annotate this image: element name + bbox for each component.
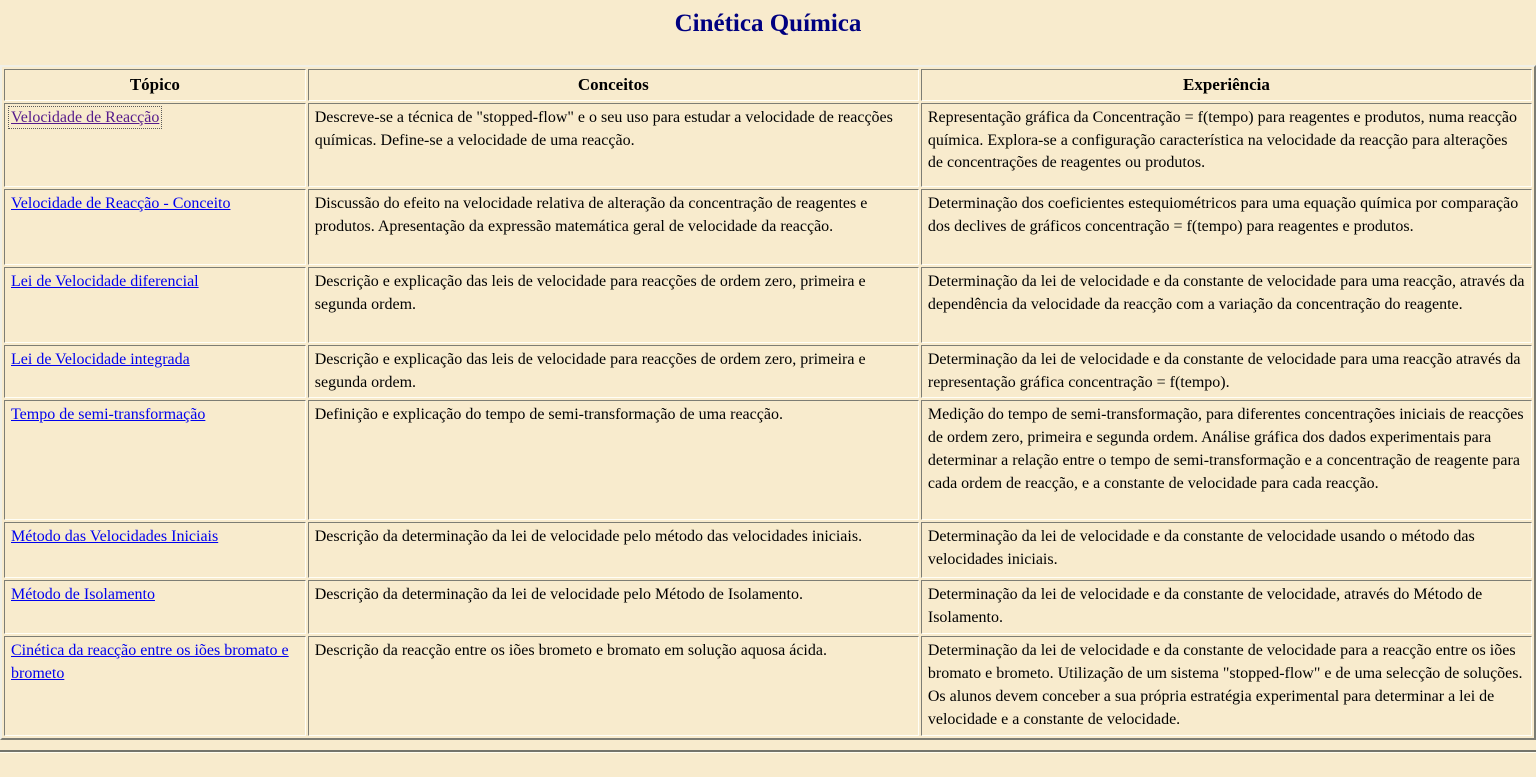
table-row bbox=[4, 522, 1532, 578]
experiencia-cell: Determinação da lei de velocidade e da constante de velocidade para a reacção entre os iões bromato e brometo. Utilização de um sistema "stopped-flow" e de uma selecção de soluções. Os alunos devem conceber a sua própria estratégia experimental para determinar a lei de velocidade e a constante de velocidade. bbox=[921, 636, 1532, 736]
experiencia-cell: Determinação da lei de velocidade e da constante de velocidade para uma reacção através da representação gráfica concentração = f(tempo). bbox=[921, 345, 1532, 398]
table-row bbox=[4, 580, 1532, 634]
topic-link[interactable]: Velocidade de Reacção bbox=[11, 109, 160, 126]
topic-link[interactable]: Método de Isolamento bbox=[11, 586, 155, 604]
conceitos-cell: Descrição e explicação das leis de velocidade para reacções de ordem zero, primeira e segunda ordem. bbox=[308, 345, 919, 398]
header-experiencia: Experiência bbox=[921, 69, 1532, 101]
conceitos-cell: Definição e explicação do tempo de semi-transformação de uma reacção. bbox=[308, 400, 919, 520]
experiencia-cell: Determinação da lei de velocidade e da constante de velocidade usando o método das velocidades iniciais. bbox=[921, 522, 1532, 578]
topic-link[interactable]: Lei de Velocidade integrada bbox=[11, 351, 190, 368]
conceitos-cell: Descrição da determinação da lei de velocidade pelo método das velocidades iniciais. bbox=[308, 522, 919, 578]
topic-cell bbox=[4, 189, 306, 265]
topic-cell bbox=[4, 636, 306, 736]
topic-cell bbox=[4, 522, 306, 578]
topic-cell bbox=[4, 580, 306, 634]
topic-link[interactable]: Velocidade de Reacção - Conceito bbox=[11, 195, 231, 212]
topic-link[interactable]: Cinética da reacção entre os iões bromato e brometo bbox=[11, 642, 289, 683]
topic-link[interactable]: Método das Velocidades Iniciais bbox=[11, 528, 219, 546]
topic-cell bbox=[4, 400, 306, 520]
table-header-row bbox=[4, 69, 1532, 101]
topic-link[interactable]: Lei de Velocidade diferencial bbox=[11, 273, 199, 290]
table-row bbox=[4, 189, 1532, 265]
table-row bbox=[4, 267, 1532, 343]
topic-cell bbox=[4, 345, 306, 398]
table-row bbox=[4, 103, 1532, 187]
header-topico: Tópico bbox=[4, 69, 306, 101]
next-table-top-border bbox=[0, 750, 1536, 753]
experiencia-cell: Determinação dos coeficientes estequiométricos para uma equação química por comparação dos declives de gráficos concentração = f(tempo) para reagentes e produtos. bbox=[921, 189, 1532, 265]
table-row bbox=[4, 400, 1532, 520]
topics-table bbox=[0, 65, 1536, 740]
topic-link[interactable]: Tempo de semi-transformação bbox=[11, 406, 206, 424]
experiencia-cell: Medição do tempo de semi-transformação, para diferentes concentrações iniciais de reacções de ordem zero, primeira e segunda ordem. Análise gráfica dos dados experimentais para determinar a relação entre o tempo de semi-transformação e a concentração de reagente para cada ordem de reacção, e a constante de velocidade para cada reacção. bbox=[921, 400, 1532, 520]
experiencia-cell: Determinação da lei de velocidade e da constante de velocidade, através do Método de Isolamento. bbox=[921, 580, 1532, 634]
topic-cell bbox=[4, 267, 306, 343]
experiencia-cell: Representação gráfica da Concentração = f(tempo) para reagentes e produtos, numa reacção química. Explora-se a configuração característica na velocidade da reacção para alterações de concentrações de reagentes ou produtos. bbox=[921, 103, 1532, 187]
conceitos-cell: Discussão do efeito na velocidade relativa de alteração da concentração de reagentes e produtos. Apresentação da expressão matemática geral de velocidade da reacção. bbox=[308, 189, 919, 265]
topic-cell bbox=[4, 103, 306, 187]
experiencia-cell: Determinação da lei de velocidade e da constante de velocidade para uma reacção, através da dependência da velocidade da reacção com a variação da concentração do reagente. bbox=[921, 267, 1532, 343]
table-row bbox=[4, 345, 1532, 398]
conceitos-cell: Descrição e explicação das leis de velocidade para reacções de ordem zero, primeira e segunda ordem. bbox=[308, 267, 919, 343]
table-row bbox=[4, 636, 1532, 736]
table-body bbox=[4, 103, 1532, 736]
conceitos-cell: Descrição da determinação da lei de velocidade pelo Método de Isolamento. bbox=[308, 580, 919, 634]
header-conceitos: Conceitos bbox=[308, 69, 919, 101]
conceitos-cell: Descreve-se a técnica de "stopped-flow" e o seu uso para estudar a velocidade de reacções químicas. Define-se a velocidade de uma reacção. bbox=[308, 103, 919, 187]
conceitos-cell: Descrição da reacção entre os iões brometo e bromato em solução aquosa ácida. bbox=[308, 636, 919, 736]
page-title: Cinética Química bbox=[674, 10, 862, 37]
